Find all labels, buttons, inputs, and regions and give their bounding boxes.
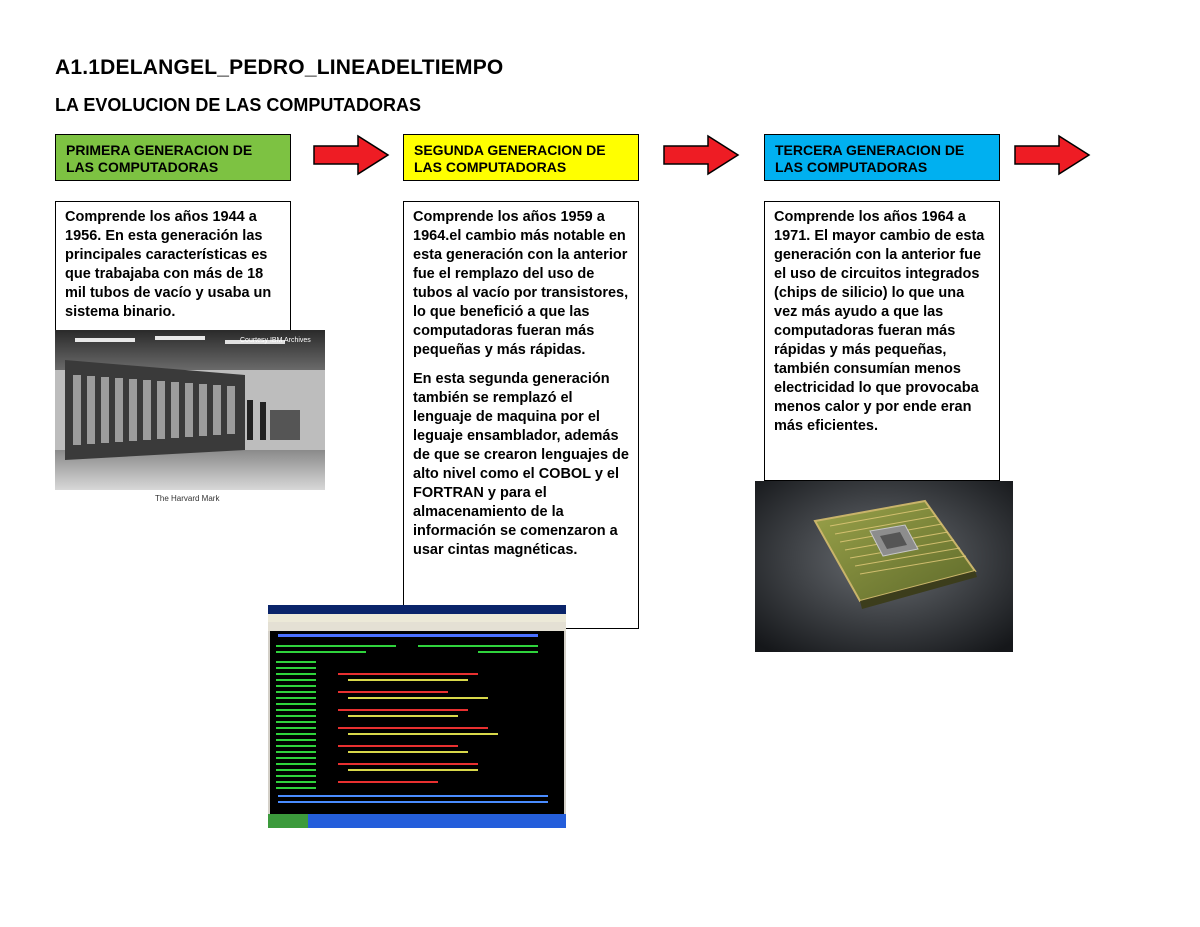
second-generation-header-line1: SEGUNDA GENERACION DE (414, 142, 606, 158)
harvard-mark-photo (55, 330, 325, 504)
third-generation-description (764, 201, 1000, 481)
second-generation-description (403, 201, 639, 629)
harvard-photo-credit: Courtesy IBM Archives (240, 337, 311, 344)
first-generation-description (55, 201, 291, 331)
document-subtitle: LA EVOLUCION DE LAS COMPUTADORAS (55, 95, 422, 115)
first-generation-header-line2: LAS COMPUTADORAS (66, 159, 219, 175)
first-generation-header-line1: PRIMERA GENERACION DE (66, 142, 253, 158)
second-generation-paragraph: En esta segunda generación también se remplazó el lenguaje de maquina por el leguaje ensamblador, además de que se crearon lenguajes de alto nivel como el COBOL y el FORTRAN y para el almacenamiento de la información se comenzaron a usar cintas magnéticas. (413, 371, 629, 558)
second-generation-paragraph: Comprende los años 1959 a 1964.el cambio más notable en esta generación con la anterior fue el remplazo del uso de tubos al vacío por transistores, lo que benefició a que las computadoras fueran más pequeñas y más rápidas. (413, 209, 629, 358)
timeline-arrow-icon (312, 134, 390, 176)
third-generation-paragraph: Comprende los años 1964 a 1971. El mayor cambio de esta generación con la anterior fue el uso de circuitos integrados (chips de silicio) lo que una vez más ayudo a que las computadoras fueran más rápidas y más pequeñas, también consumían menos electricidad lo que provocaba menos calor y por ende eran más eficientes. (774, 209, 985, 434)
timeline-arrow-icon (662, 134, 740, 176)
second-generation-header-line2: LAS COMPUTADORAS (414, 159, 567, 175)
harvard-photo-caption: The Harvard Mark (155, 494, 220, 503)
cpu-chip-photo (755, 481, 1013, 652)
timeline-arrow-icon (1013, 134, 1091, 176)
first-generation-paragraph: Comprende los años 1944 a 1956. En esta generación las principales características es que trabajaba con más de 18 mil tubos de vacío y usaba un sistema binario. (65, 209, 272, 320)
cobol-terminal-screenshot (268, 605, 566, 828)
third-generation-header-line1: TERCERA GENERACION DE (775, 142, 965, 158)
document-title: A1.1DELANGEL_PEDRO_LINEADELTIEMPO (55, 56, 504, 79)
first-generation-header (55, 134, 291, 181)
second-generation-header (403, 134, 639, 181)
third-generation-header (764, 134, 1000, 181)
third-generation-header-line2: LAS COMPUTADORAS (775, 159, 928, 175)
